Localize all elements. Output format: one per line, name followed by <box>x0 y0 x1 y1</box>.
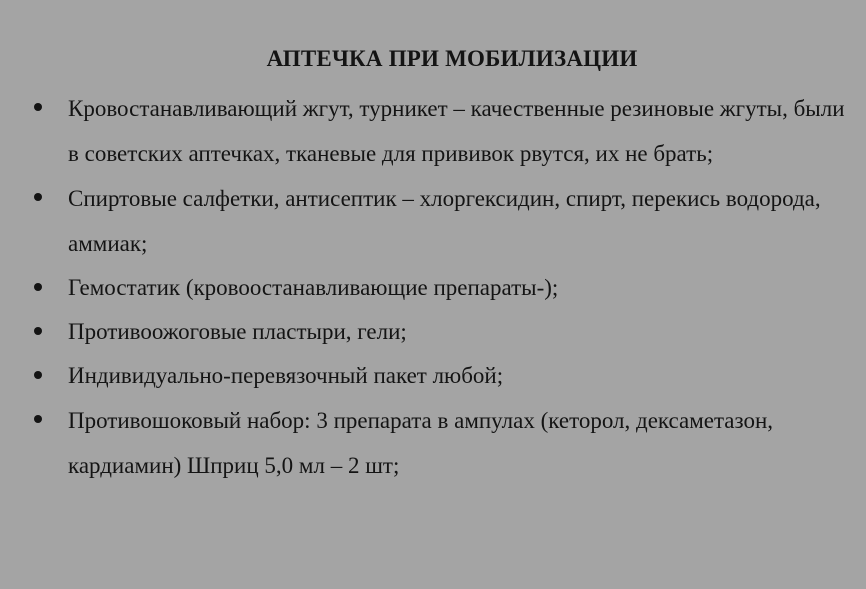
list-item-burn-patches <box>34 310 850 354</box>
list-item-text: Гемостатик (кровоостанавливающие препараты-); <box>68 275 559 300</box>
first-aid-kit-list <box>34 86 850 488</box>
list-item-text: Спиртовые салфетки, антисептик – хлоргексидин, спирт, перекись водорода, аммиак; <box>68 186 821 256</box>
bullet-icon <box>34 103 42 111</box>
list-item-antiseptic <box>34 176 850 266</box>
document-title: АПТЕЧКА ПРИ МОБИЛИЗАЦИИ <box>266 46 638 71</box>
bullet-icon <box>34 193 42 201</box>
list-item-text: Противошоковый набор: 3 препарата в ампулах (кеторол, дексаметазон, кардиамин) Шприц 5,0 мл – 2 шт; <box>68 408 774 478</box>
list-item-dressing-pack <box>34 354 850 398</box>
list-item-text: Кровостанавливающий жгут, турникет – качественные резиновые жгуты, были в советских аптечках, тканевые для прививок рвутся, их не брать; <box>68 96 845 166</box>
list-item-tourniquet <box>34 86 850 176</box>
bullet-icon <box>34 415 42 423</box>
list-item-text: Противоожоговые пластыри, гели; <box>68 319 407 344</box>
list-item-text: Индивидуально-перевязочный пакет любой; <box>68 363 504 388</box>
list-item-anti-shock-kit <box>34 398 850 488</box>
bullet-icon <box>34 283 42 291</box>
list-item-hemostatic <box>34 266 850 310</box>
bullet-icon <box>34 327 42 335</box>
bullet-icon <box>34 371 42 379</box>
